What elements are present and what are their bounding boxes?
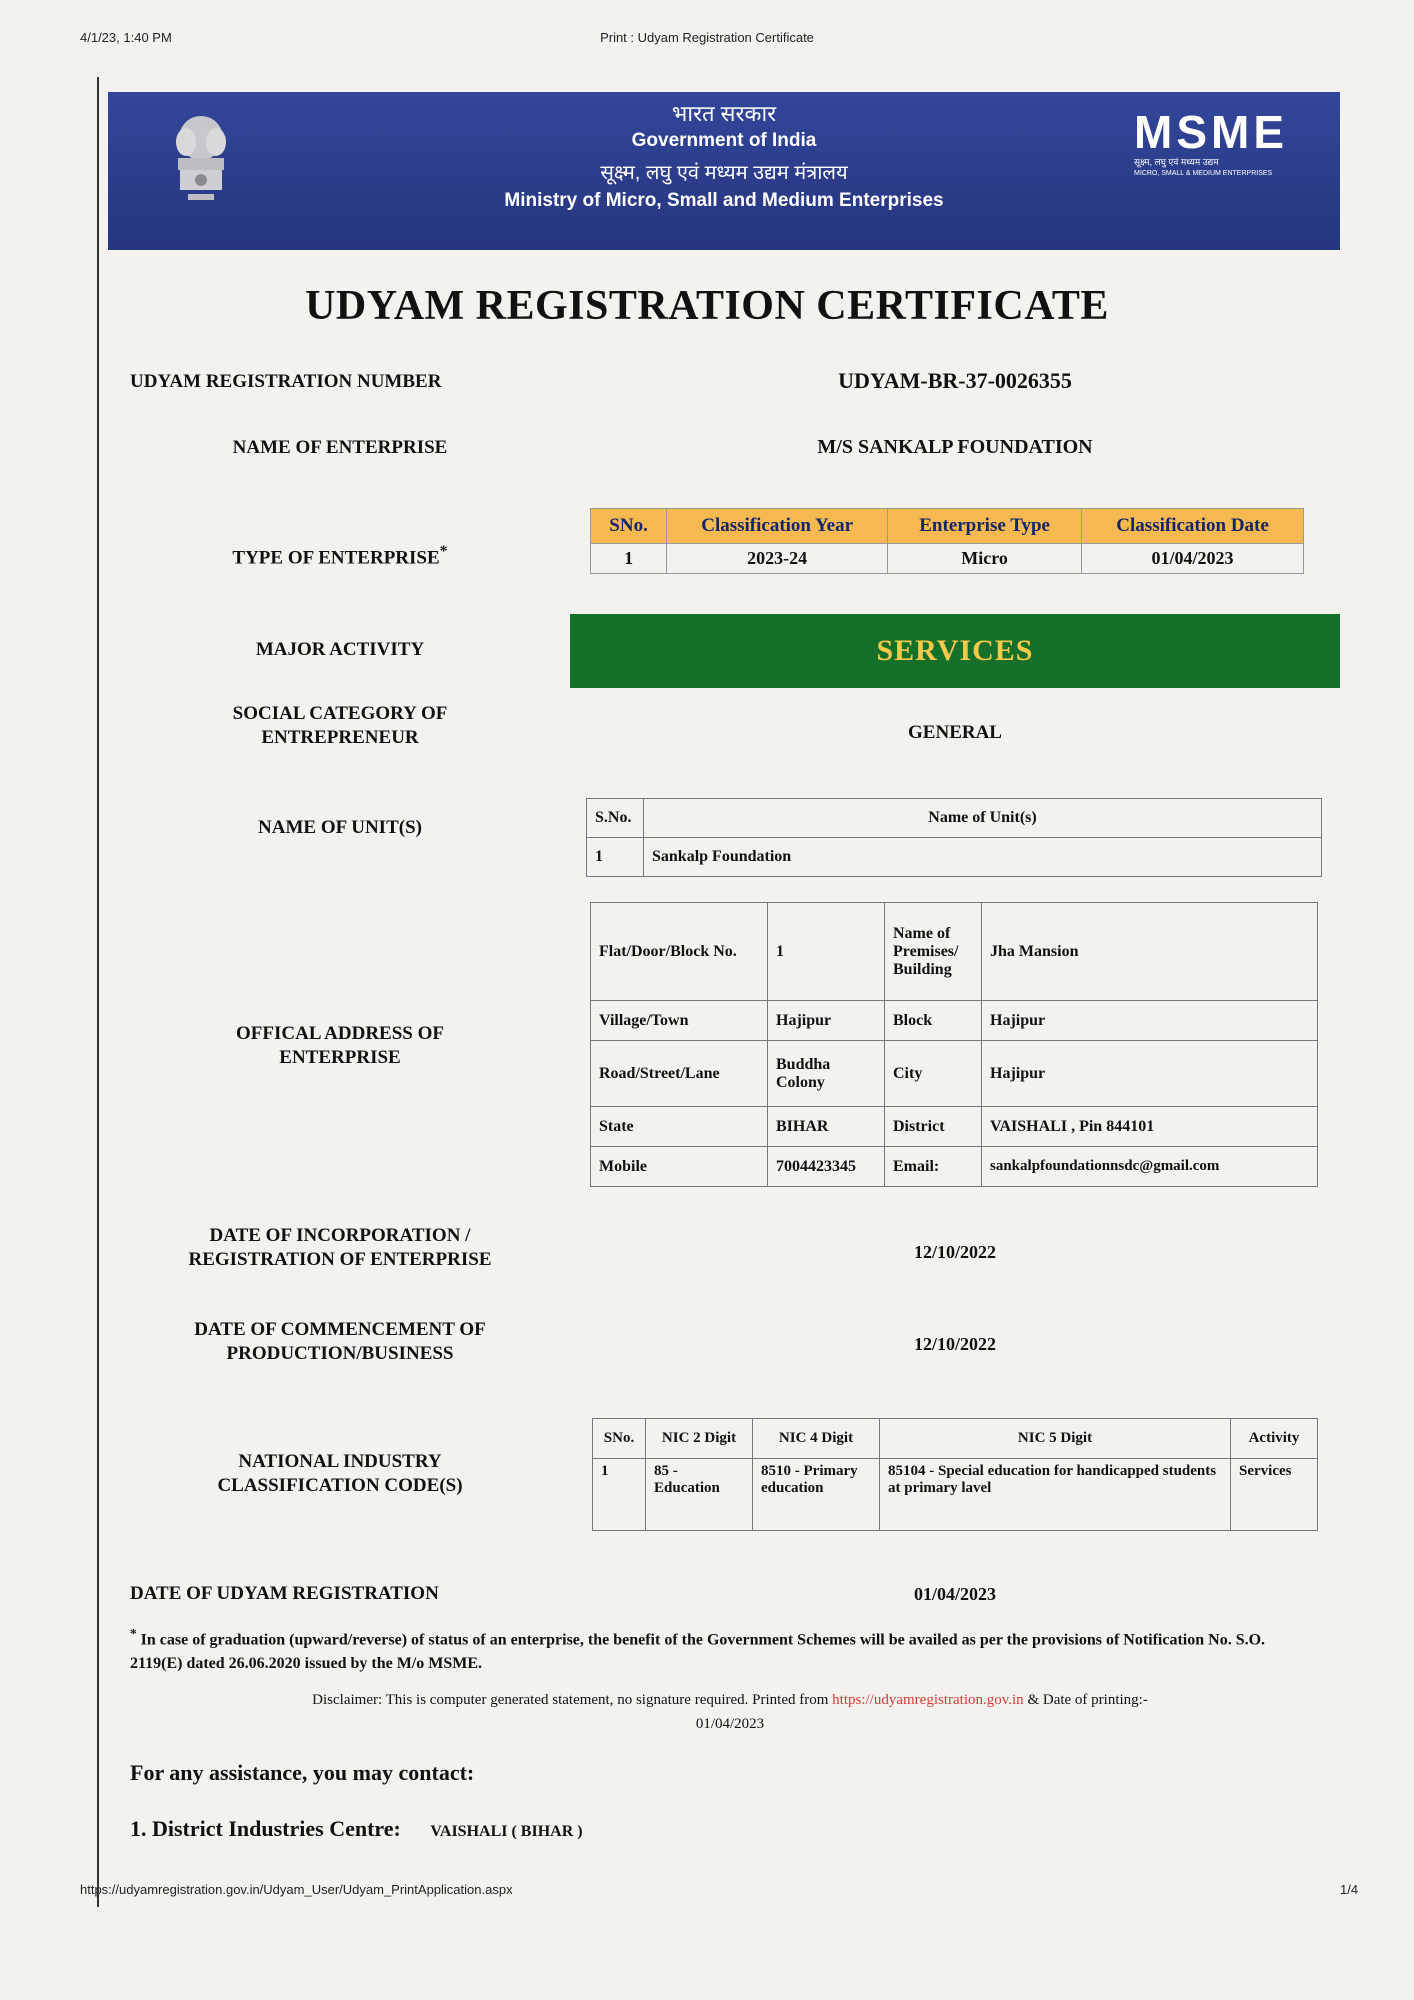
print-title: Print : Udyam Registration Certificate [600,30,814,45]
commencement-date-label [130,1318,550,1366]
table-row [587,838,1322,877]
table-cell: Jha Mansion [982,903,1318,1001]
ministry-text: Ministry of Micro, Small and Medium Enterprises [504,190,944,211]
msme-logo-text: MSME [1134,106,1288,158]
column-header: Name of Unit(s) [644,799,1322,838]
table-row [591,1107,1318,1147]
table-cell: 1 [591,544,667,574]
disclaimer [130,1688,1330,1736]
msme-logo [1134,108,1304,188]
column-header: NIC 4 Digit [753,1419,880,1459]
table-cell: Sankalp Foundation [644,838,1322,877]
column-header: NIC 5 Digit [880,1419,1231,1459]
column-header: Enterprise Type [888,509,1082,544]
table-row [591,544,1304,574]
government-text: Government of India [631,130,817,151]
column-header: NIC 2 Digit [646,1419,753,1459]
column-header: Classification Date [1082,509,1304,544]
note-text: In case of graduation (upward/reverse) of status of an enterprise, the benefit of the Government Schemes will be availed as per the provisions of Notification No. S.O. 2119(E) dated 26.06.2020 issued by the M/o MSME. [130,1631,1266,1673]
table-cell: Hajipur [768,1001,885,1041]
units-label: NAME OF UNIT(S) [258,817,422,838]
table-cell: Name of Premises/ Building [885,903,982,1001]
incorporation-label-line2: REGISTRATION OF ENTERPRISE [188,1249,492,1270]
social-category-label [130,702,550,750]
commencement-label-line1: DATE OF COMMENCEMENT OF [194,1319,486,1340]
units-table [586,798,1322,877]
nic-label [130,1450,550,1498]
incorporation-date-label [130,1224,550,1272]
address-label [130,1022,550,1070]
disclaimer-text: Disclaimer: This is computer generated statement, no signature required. Printed from [312,1692,829,1708]
table-cell: Mobile [591,1147,768,1187]
nic-label-line2: CLASSIFICATION CODE(S) [217,1475,463,1496]
nic-header-row [593,1419,1318,1459]
nic-label-line1: NATIONAL INDUSTRY [238,1451,442,1472]
table-row [591,1001,1318,1041]
table-cell: State [591,1107,768,1147]
table-cell: 1 [593,1459,646,1531]
print-datetime: 4/1/23, 1:40 PM [80,30,172,45]
column-header: Classification Year [667,509,888,544]
commencement-label-line2: PRODUCTION/BUSINESS [226,1343,454,1364]
table-cell: Micro [888,544,1082,574]
social-category-value: GENERAL [908,722,1002,743]
printing-date: 01/04/2023 [695,1716,765,1732]
enterprise-name-value: M/S SANKALP FOUNDATION [817,436,1093,458]
incorporation-date-value: 12/10/2022 [913,1242,996,1262]
table-cell: Buddha Colony [768,1041,885,1107]
dic-value: VAISHALI ( BIHAR ) [430,1823,583,1840]
table-cell: BIHAR [768,1107,885,1147]
hindi-government-text: भारत सरकार [671,101,777,126]
table-cell: 85 - Education [646,1459,753,1531]
footnote-star: * [439,543,448,560]
disclaimer-suffix: & Date of printing:- [1027,1692,1148,1708]
table-cell: 2023-24 [667,544,888,574]
table-row [591,1147,1318,1187]
classification-table [590,508,1304,574]
udyam-date-label: DATE OF UDYAM REGISTRATION [130,1583,439,1604]
table-cell: District [885,1107,982,1147]
units-header-row [587,799,1322,838]
table-cell: 7004423345 [768,1147,885,1187]
table-cell: Village/Town [591,1001,768,1041]
table-cell: 85104 - Special education for handicapped students at primary lavel [880,1459,1231,1531]
graduation-note [130,1622,1320,1676]
table-row [591,1041,1318,1107]
table-cell: 01/04/2023 [1082,544,1304,574]
incorporation-label-line1: DATE OF INCORPORATION / [209,1225,471,1246]
registration-number-label: UDYAM REGISTRATION NUMBER [130,371,442,392]
table-cell: 8510 - Primary education [753,1459,880,1531]
registration-number-value: UDYAM-BR-37-0026355 [838,368,1072,393]
udyam-website-link[interactable]: https://udyamregistration.gov.in [832,1692,1024,1708]
address-label-line1: OFFICAL ADDRESS OF [236,1023,444,1044]
major-activity-value: SERVICES [570,614,1340,688]
udyam-date-value: 01/04/2023 [913,1584,996,1604]
social-category-label-line2: ENTREPRENEUR [261,727,419,748]
table-cell: Hajipur [982,1041,1318,1107]
address-label-line2: ENTERPRISE [279,1047,401,1068]
enterprise-name-label: NAME OF ENTERPRISE [232,437,448,458]
msme-logo-hindi: सूक्ष्म, लघु एवं मध्यम उद्यम [1134,157,1219,167]
dic-label: 1. District Industries Centre: [130,1816,401,1841]
note-star: * [130,1626,137,1641]
table-row [593,1459,1318,1531]
table-cell: Hajipur [982,1001,1318,1041]
district-industries-centre [130,1816,583,1842]
enterprise-type-label-text: TYPE OF ENTERPRISE [232,547,440,569]
hindi-ministry-text: सूक्ष्म, लघु एवं मध्यम उद्यम मंत्रालय [600,162,848,184]
certificate-title: UDYAM REGISTRATION CERTIFICATE [305,283,1109,329]
commencement-date-value: 12/10/2022 [913,1334,996,1354]
government-banner [108,92,1340,250]
print-url: https://udyamregistration.gov.in/Udyam_User/Udyam_PrintApplication.aspx [80,1882,513,1897]
table-cell: 1 [587,838,644,877]
table-cell: Email: [885,1147,982,1187]
table-cell: Services [1231,1459,1318,1531]
table-cell: sankalpfoundationnsdc@gmail.com [982,1147,1318,1187]
social-category-label-line1: SOCIAL CATEGORY OF [232,703,448,724]
classification-header-row [591,509,1304,544]
page-number: 1/4 [1340,1882,1359,1897]
column-header: Activity [1231,1419,1318,1459]
table-cell: Flat/Door/Block No. [591,903,768,1001]
table-cell: City [885,1041,982,1107]
table-cell: 1 [768,903,885,1001]
column-header: SNo. [593,1419,646,1459]
enterprise-type-label [130,540,550,570]
nic-table [592,1418,1318,1531]
column-header: S.No. [587,799,644,838]
msme-logo-subtitle: MICRO, SMALL & MEDIUM ENTERPRISES [1134,170,1273,177]
table-cell: Road/Street/Lane [591,1041,768,1107]
table-cell: Block [885,1001,982,1041]
address-table [590,902,1318,1187]
major-activity-label: MAJOR ACTIVITY [255,639,425,660]
table-row [591,903,1318,1001]
column-header: SNo. [591,509,667,544]
table-cell: VAISHALI , Pin 844101 [982,1107,1318,1147]
assistance-heading: For any assistance, you may contact: [130,1760,475,1785]
